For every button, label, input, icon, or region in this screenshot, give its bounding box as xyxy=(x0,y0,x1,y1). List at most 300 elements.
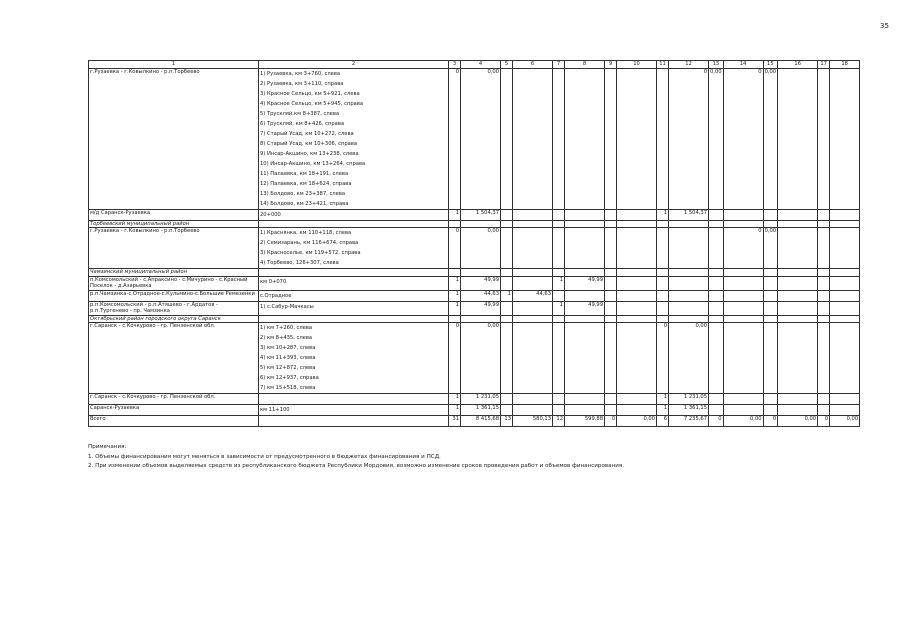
location-line: с.Отрадное xyxy=(260,292,292,299)
empty-cell xyxy=(818,209,830,220)
empty-cell xyxy=(778,323,818,394)
empty-cell xyxy=(669,228,709,269)
empty-cell xyxy=(830,228,860,269)
empty-cell xyxy=(565,68,605,209)
empty-cell xyxy=(553,290,565,301)
column-header: 16 xyxy=(778,61,818,69)
empty-cell xyxy=(617,228,657,269)
value-cell: 0 xyxy=(669,68,709,209)
empty-cell xyxy=(723,290,763,301)
empty-cell xyxy=(513,220,553,228)
value-cell: 0,00 xyxy=(461,323,501,394)
value-cell: 1 361,15 xyxy=(461,405,501,416)
value-cell: 599,88 xyxy=(565,416,605,427)
empty-cell xyxy=(778,301,818,315)
empty-cell xyxy=(617,323,657,394)
value-cell: 12 xyxy=(553,416,565,427)
empty-cell xyxy=(778,220,818,228)
location-cell xyxy=(259,301,449,315)
location-cell xyxy=(259,323,449,394)
empty-cell xyxy=(449,315,461,323)
empty-cell xyxy=(709,394,724,405)
value-cell: 1 231,05 xyxy=(461,394,501,405)
empty-cell xyxy=(259,220,449,228)
location-line: 5) Трускляй,км 8+387, слева xyxy=(260,110,340,117)
column-header: 9 xyxy=(605,61,617,69)
empty-cell xyxy=(501,269,513,277)
location-line: 2) км 8+435, слева xyxy=(260,335,313,341)
empty-cell xyxy=(709,315,724,323)
empty-cell xyxy=(605,209,617,220)
empty-cell xyxy=(553,228,565,269)
empty-cell xyxy=(778,394,818,405)
value-cell: 0 xyxy=(605,416,617,427)
empty-cell xyxy=(778,228,818,269)
empty-cell xyxy=(669,276,709,290)
empty-cell xyxy=(709,301,724,315)
empty-cell xyxy=(617,209,657,220)
empty-cell xyxy=(259,315,449,323)
table-row xyxy=(89,228,860,269)
empty-cell xyxy=(513,301,553,315)
empty-cell xyxy=(778,290,818,301)
empty-cell xyxy=(830,394,860,405)
empty-cell xyxy=(565,394,605,405)
column-header: 14 xyxy=(723,61,763,69)
empty-cell xyxy=(657,290,669,301)
empty-cell xyxy=(501,220,513,228)
empty-cell xyxy=(513,228,553,269)
empty-cell xyxy=(763,220,778,228)
location-line xyxy=(260,394,447,404)
location-line: 10) Инсар-Акшино, км 13+264, справа xyxy=(260,160,366,167)
value-cell: 0 xyxy=(723,68,763,209)
empty-cell xyxy=(605,269,617,277)
empty-cell xyxy=(669,220,709,228)
location-line: 6) км 12+937, справа xyxy=(260,375,319,381)
empty-cell xyxy=(723,220,763,228)
column-header: 11 xyxy=(657,61,669,69)
location-line: 1) км 7+260, слева xyxy=(260,325,313,331)
empty-cell xyxy=(657,228,669,269)
empty-cell xyxy=(723,394,763,405)
value-cell: 0,00 xyxy=(723,416,763,427)
value-cell: 0 xyxy=(449,323,461,394)
location-cell xyxy=(259,394,449,405)
empty-cell xyxy=(763,301,778,315)
value-cell: 1 xyxy=(657,209,669,220)
value-cell: 0,00 xyxy=(617,416,657,427)
column-header: 18 xyxy=(830,61,860,69)
value-cell: 0,00 xyxy=(830,416,860,427)
empty-cell xyxy=(830,323,860,394)
empty-cell xyxy=(553,405,565,416)
road-name-cell: р.п.Чамзинка-с.Отрадное-с.Кульмино-с.Большие Ремезенки xyxy=(89,290,259,301)
value-cell: 0,00 xyxy=(763,228,778,269)
empty-cell xyxy=(818,315,830,323)
empty-cell xyxy=(565,290,605,301)
empty-cell xyxy=(605,301,617,315)
empty-cell xyxy=(501,209,513,220)
empty-cell xyxy=(565,269,605,277)
note-item: 1. Объемы финансирования могут меняться в зависимости от предусмотренного в бюджетах финансирования и ПСД. xyxy=(88,453,441,460)
empty-cell xyxy=(723,301,763,315)
value-cell: 1 xyxy=(449,209,461,220)
value-cell: 1 xyxy=(553,276,565,290)
empty-cell xyxy=(617,394,657,405)
empty-cell xyxy=(617,68,657,209)
location-line: 20+000 xyxy=(260,211,281,218)
value-cell: 1 504,37 xyxy=(669,209,709,220)
road-name-cell: г.Рузаевка - г.Ковылкино - р.п.Торбеево xyxy=(89,68,259,209)
empty-cell xyxy=(513,68,553,209)
location-cell xyxy=(259,416,449,427)
column-header: 4 xyxy=(461,61,501,69)
empty-cell xyxy=(565,405,605,416)
empty-cell xyxy=(830,315,860,323)
value-cell: 0,00 xyxy=(778,416,818,427)
value-cell: 7 235,67 xyxy=(669,416,709,427)
table-row xyxy=(89,276,860,290)
section-title: Чамзинский муниципальный район xyxy=(89,269,259,277)
empty-cell xyxy=(565,323,605,394)
value-cell: 13 xyxy=(501,416,513,427)
empty-cell xyxy=(553,209,565,220)
column-header: 3 xyxy=(449,61,461,69)
location-line: 7) Старый Усад, км 10+272, слева xyxy=(260,130,354,137)
empty-cell xyxy=(513,269,553,277)
empty-cell xyxy=(553,315,565,323)
value-cell: 0,00 xyxy=(669,323,709,394)
empty-cell xyxy=(778,315,818,323)
section-title: Октябрьский район городского округа Саранск xyxy=(89,315,259,323)
location-line: 3) Красноселье, км 119+572, справа xyxy=(260,250,361,256)
column-header: 5 xyxy=(501,61,513,69)
road-name-cell: Саранск-Рузаевка xyxy=(89,405,259,416)
table-row xyxy=(89,405,860,416)
empty-cell xyxy=(553,394,565,405)
value-cell: 0,00 xyxy=(709,68,724,209)
value-cell: 1 504,37 xyxy=(461,209,501,220)
location-cell xyxy=(259,68,449,209)
empty-cell xyxy=(830,220,860,228)
empty-cell xyxy=(669,269,709,277)
empty-cell xyxy=(501,68,513,209)
section-row xyxy=(89,315,860,323)
location-cell xyxy=(259,228,449,269)
empty-cell xyxy=(818,394,830,405)
empty-cell xyxy=(830,276,860,290)
value-cell: 49,99 xyxy=(565,276,605,290)
section-row xyxy=(89,220,860,228)
empty-cell xyxy=(709,323,724,394)
empty-cell xyxy=(818,228,830,269)
empty-cell xyxy=(657,276,669,290)
location-cell xyxy=(259,209,449,220)
table-row xyxy=(89,290,860,301)
empty-cell xyxy=(259,269,449,277)
table-row xyxy=(89,209,860,220)
empty-cell xyxy=(830,290,860,301)
empty-cell xyxy=(617,276,657,290)
empty-cell xyxy=(818,323,830,394)
table-row xyxy=(89,323,860,394)
empty-cell xyxy=(501,301,513,315)
empty-cell xyxy=(565,209,605,220)
empty-cell xyxy=(830,68,860,209)
empty-cell xyxy=(501,228,513,269)
value-cell: 0,00 xyxy=(763,68,778,209)
value-cell: 1 361,15 xyxy=(669,405,709,416)
value-cell: 1 xyxy=(553,301,565,315)
value-cell: 1 xyxy=(449,394,461,405)
empty-cell xyxy=(669,315,709,323)
empty-cell xyxy=(617,405,657,416)
column-header: 6 xyxy=(513,61,553,69)
empty-cell xyxy=(657,220,669,228)
funding-table xyxy=(88,60,860,427)
empty-cell xyxy=(565,315,605,323)
empty-cell xyxy=(763,276,778,290)
road-name-cell: м/д Саранск-Рузаевка xyxy=(89,209,259,220)
empty-cell xyxy=(763,315,778,323)
value-cell: 1 xyxy=(449,301,461,315)
empty-cell xyxy=(553,220,565,228)
empty-cell xyxy=(605,228,617,269)
empty-cell xyxy=(669,301,709,315)
value-cell: 580,13 xyxy=(513,416,553,427)
column-header: 10 xyxy=(617,61,657,69)
road-name-cell: г.Саранск - с.Кочкурово - гр. Пензенской обл. xyxy=(89,394,259,405)
column-header: 1 xyxy=(89,61,259,69)
empty-cell xyxy=(669,290,709,301)
empty-cell xyxy=(565,228,605,269)
empty-cell xyxy=(605,405,617,416)
empty-cell xyxy=(657,68,669,209)
empty-cell xyxy=(461,315,501,323)
location-line: 6) Трускляй, км 8+426, справа xyxy=(260,120,345,127)
note-item: 2. При изменении объемов выделяемых средств из республиканского бюджета Республики Мордовия, возможно изменение сроков проведения работ и объемов финансирования. xyxy=(88,463,625,469)
location-line: 13) Болдово, км 23+387, слева xyxy=(260,190,346,197)
value-cell: 1 231,05 xyxy=(669,394,709,405)
location-line: 4) Красное Сельцо, км 5+945, справа xyxy=(260,100,364,107)
table-row xyxy=(89,301,860,315)
empty-cell xyxy=(501,405,513,416)
location-line: 1) Краснянка, км 110+118, слева xyxy=(260,230,352,236)
value-cell: 1 xyxy=(449,276,461,290)
empty-cell xyxy=(449,220,461,228)
value-cell: 1 xyxy=(449,290,461,301)
empty-cell xyxy=(513,405,553,416)
empty-cell xyxy=(617,269,657,277)
empty-cell xyxy=(763,269,778,277)
empty-cell xyxy=(617,220,657,228)
location-line xyxy=(260,416,447,426)
value-cell: 0 xyxy=(709,416,724,427)
empty-cell xyxy=(778,269,818,277)
empty-cell xyxy=(818,301,830,315)
column-header: 15 xyxy=(763,61,778,69)
location-line: 1) с.Сабур-Мачкасы xyxy=(260,303,314,310)
empty-cell xyxy=(513,394,553,405)
empty-cell xyxy=(513,276,553,290)
value-cell: 1 xyxy=(501,290,513,301)
location-line: 4) Торбеево, 126+307, слева xyxy=(260,260,339,266)
value-cell: 0,00 xyxy=(461,68,501,209)
empty-cell xyxy=(709,209,724,220)
location-line: км 0+070 xyxy=(260,278,287,285)
empty-cell xyxy=(605,315,617,323)
empty-cell xyxy=(657,301,669,315)
value-cell: 0 xyxy=(818,416,830,427)
empty-cell xyxy=(818,269,830,277)
empty-cell xyxy=(605,394,617,405)
empty-cell xyxy=(723,276,763,290)
empty-cell xyxy=(818,68,830,209)
empty-cell xyxy=(605,290,617,301)
column-header: 13 xyxy=(709,61,724,69)
value-cell: 1 xyxy=(657,405,669,416)
road-name-cell: г.Рузаевка - г.Ковылкино - р.п.Торбеево xyxy=(89,228,259,269)
location-line: 1) Рузаевка, км 3+760, слева xyxy=(260,70,341,77)
empty-cell xyxy=(461,220,501,228)
value-cell: 1 xyxy=(449,405,461,416)
empty-cell xyxy=(778,68,818,209)
value-cell: 49,99 xyxy=(565,301,605,315)
value-cell: 44,63 xyxy=(513,290,553,301)
empty-cell xyxy=(617,290,657,301)
empty-cell xyxy=(763,405,778,416)
column-header: 2 xyxy=(259,61,449,69)
table-row xyxy=(89,68,860,209)
location-line: 8) Старый Усад, км 10+306, справа xyxy=(260,140,358,147)
location-line: 12) Палаевка, км 18+624, справа xyxy=(260,180,352,187)
empty-cell xyxy=(513,315,553,323)
location-line: 3) Красное Сельцо, км 5+921, слева xyxy=(260,90,360,97)
table-body xyxy=(89,61,860,427)
road-name-cell: г.Саранск - с.Кочкурово - гр. Пензенской обл. xyxy=(89,323,259,394)
value-cell: 0 xyxy=(723,228,763,269)
empty-cell xyxy=(763,394,778,405)
section-title: Торбеевский муниципальный район xyxy=(89,220,259,228)
empty-cell xyxy=(709,220,724,228)
road-name-cell: Всего xyxy=(89,416,259,427)
value-cell: 6 xyxy=(657,416,669,427)
empty-cell xyxy=(501,323,513,394)
empty-cell xyxy=(778,209,818,220)
empty-cell xyxy=(553,269,565,277)
column-header: 17 xyxy=(818,61,830,69)
value-cell: 49,99 xyxy=(461,276,501,290)
value-cell: 0 xyxy=(657,323,669,394)
empty-cell xyxy=(513,323,553,394)
location-line: 5) км 12+872, слева xyxy=(260,365,316,371)
empty-cell xyxy=(709,228,724,269)
empty-cell xyxy=(605,220,617,228)
empty-cell xyxy=(501,315,513,323)
empty-cell xyxy=(553,323,565,394)
empty-cell xyxy=(830,269,860,277)
empty-cell xyxy=(461,269,501,277)
empty-cell xyxy=(605,68,617,209)
empty-cell xyxy=(723,405,763,416)
empty-cell xyxy=(818,220,830,228)
value-cell: 1 xyxy=(657,394,669,405)
value-cell: 0 xyxy=(449,228,461,269)
empty-cell xyxy=(818,405,830,416)
page-number: 35 xyxy=(880,22,889,30)
value-cell: 49,99 xyxy=(461,301,501,315)
empty-cell xyxy=(723,269,763,277)
location-cell xyxy=(259,290,449,301)
location-line: 7) км 15+518, слева xyxy=(260,385,316,391)
value-cell: 0 xyxy=(763,416,778,427)
empty-cell xyxy=(723,209,763,220)
notes-title: Примечания: xyxy=(88,444,127,450)
table-row xyxy=(89,416,860,427)
location-line: 9) Инсар-Акшино, км 13+238, слева xyxy=(260,150,359,157)
value-cell: 0 xyxy=(449,68,461,209)
column-header: 8 xyxy=(565,61,605,69)
road-name-cell: п.Комсомольский - с.Апраксино - с.Мичурино - с.Красный Поселок - д.Азарьевка xyxy=(89,276,259,290)
table-header-row xyxy=(89,61,860,69)
empty-cell xyxy=(709,276,724,290)
empty-cell xyxy=(830,405,860,416)
location-line: 4) км 11+393, слева xyxy=(260,355,316,361)
empty-cell xyxy=(565,220,605,228)
empty-cell xyxy=(605,276,617,290)
empty-cell xyxy=(778,276,818,290)
column-header: 12 xyxy=(669,61,709,69)
empty-cell xyxy=(617,315,657,323)
location-line: 2) Рузаевка, км 3+110, справа xyxy=(260,80,344,87)
value-cell: 31 xyxy=(449,416,461,427)
column-header: 7 xyxy=(553,61,565,69)
empty-cell xyxy=(830,301,860,315)
empty-cell xyxy=(657,315,669,323)
empty-cell xyxy=(657,269,669,277)
location-line: 3) км 10+287, слева xyxy=(260,345,316,351)
empty-cell xyxy=(501,276,513,290)
empty-cell xyxy=(449,269,461,277)
table-row xyxy=(89,394,860,405)
empty-cell xyxy=(617,301,657,315)
empty-cell xyxy=(501,394,513,405)
empty-cell xyxy=(605,323,617,394)
value-cell: 44,63 xyxy=(461,290,501,301)
location-line: 14) Болдово, км 23+421, справа xyxy=(260,200,349,207)
empty-cell xyxy=(763,323,778,394)
location-cell xyxy=(259,405,449,416)
empty-cell xyxy=(830,209,860,220)
section-row xyxy=(89,269,860,277)
empty-cell xyxy=(818,290,830,301)
empty-cell xyxy=(763,290,778,301)
empty-cell xyxy=(513,209,553,220)
empty-cell xyxy=(763,209,778,220)
road-name-cell: р.п.Комсомольский - р.п.Атяшево - г.Ардатов - р.п.Тургенево - пр. Чамзинка xyxy=(89,301,259,315)
empty-cell xyxy=(709,269,724,277)
value-cell: 8 415,68 xyxy=(461,416,501,427)
location-line: 11) Палаевка, км 18+191, слева xyxy=(260,170,349,177)
location-cell xyxy=(259,276,449,290)
value-cell: 0,00 xyxy=(461,228,501,269)
empty-cell xyxy=(818,276,830,290)
notes-block xyxy=(88,443,624,472)
empty-cell xyxy=(723,315,763,323)
location-line: км 11+100 xyxy=(260,407,290,413)
empty-cell xyxy=(778,405,818,416)
